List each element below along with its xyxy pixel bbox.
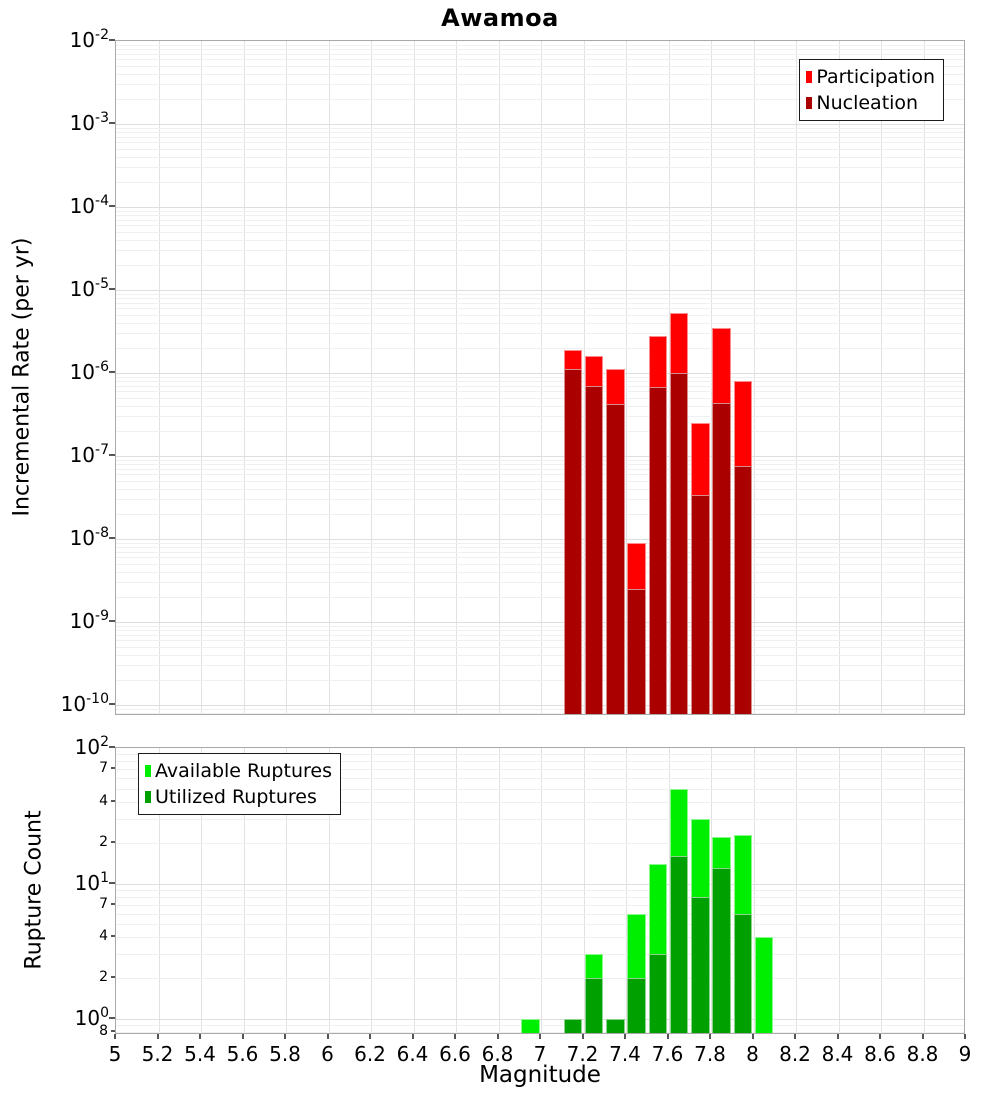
y-gridline-minor [116,215,965,216]
legend-row-utilized [145,784,332,810]
y-tick-label: 10-10 [60,690,109,716]
y-gridline-minor [116,323,965,324]
y-gridline-minor [116,709,965,710]
y-gridline-minor [116,937,965,938]
x-tick-label: 5.2 [141,1042,174,1066]
x-tick-mark [624,1034,626,1039]
available-legend-marker [145,765,151,777]
y-gridline-minor [116,897,965,898]
y-gridline-minor [116,431,965,432]
y-gridline-minor [116,954,965,955]
y-tick-mark [109,1017,115,1019]
y-gridline-minor [116,489,965,490]
y-gridline-major [116,705,965,706]
y-gridline-minor [116,905,965,906]
y-gridline-major [116,290,965,291]
y-gridline-minor [116,225,965,226]
y-tick-mark [109,620,115,622]
x-tick-label: 8.8 [906,1042,939,1066]
y-gridline-minor [116,45,965,46]
y-minor-tick-mark [111,976,115,978]
x-tick-label: 9 [958,1042,972,1066]
y-minor-tick-mark [111,903,115,905]
y-gridline-minor [116,416,965,417]
rate-legend [799,59,944,121]
bar-nucleation [712,403,731,715]
y-gridline-major [116,373,965,374]
y-tick-mark [109,746,115,748]
legend-row-participation [806,64,935,90]
y-gridline-minor [116,157,965,158]
bar-utilized [649,954,668,1034]
y-gridline-minor [116,924,965,925]
bar-utilized [691,897,710,1034]
bar-available [521,1019,540,1034]
x-tick-label: 7 [533,1042,547,1066]
y-gridline-minor [116,460,965,461]
x-tick-label: 6.8 [481,1042,514,1066]
y-gridline-minor [116,469,965,470]
y-tick-label: 10-5 [69,275,109,301]
y-gridline-major [116,456,965,457]
bar-utilized [585,978,604,1034]
y-gridline-minor [116,132,965,133]
bar-nucleation [734,466,753,715]
count-legend [138,753,341,815]
y-gridline-minor [116,890,965,891]
x-tick-label: 8.2 [779,1042,811,1066]
y-gridline-minor [116,630,965,631]
y-gridline-major [116,1019,965,1020]
legend-row-nucleation [806,90,935,116]
x-tick-label: 6.2 [354,1042,386,1066]
y-tick-label: 10-2 [69,27,109,52]
x-tick-mark [412,1034,414,1039]
participation-legend-label: Participation [816,66,935,88]
y-tick-label: 10-4 [69,192,109,218]
y-gridline-minor [116,315,965,316]
y-gridline-major [116,539,965,540]
y-minor-tick-label: 2 [99,969,108,986]
y-gridline-minor [116,250,965,251]
x-tick-mark [114,1034,116,1039]
x-tick-mark [369,1034,371,1039]
x-gridline [881,748,882,1034]
y-tick-mark [109,882,115,884]
x-tick-mark [454,1034,456,1039]
y-minor-tick-label: 4 [99,792,108,809]
y-gridline-minor [116,142,965,143]
utilized-legend-marker [145,791,151,803]
x-tick-label: 6.4 [396,1042,429,1066]
utilized-legend-label: Utilized Ruptures [155,786,317,808]
y-gridline-minor [116,572,965,573]
bar-nucleation [649,387,668,715]
x-tick-label: 8.4 [821,1042,854,1066]
x-gridline [839,748,840,1034]
y-gridline-minor [116,49,965,50]
y-tick-label: 102 [74,734,109,759]
y-tick-mark [109,205,115,207]
x-tick-mark [879,1034,881,1039]
y-gridline-minor [116,914,965,915]
y-gridline-minor [116,514,965,515]
y-tick-mark [109,371,115,373]
y-gridline-minor [116,240,965,241]
y-gridline-minor [116,499,965,500]
available-legend-label: Available Ruptures [155,760,332,782]
y-gridline-minor [116,182,965,183]
rate-y-axis-title: Incremental Rate (per yr) [9,237,35,517]
y-gridline-minor [116,294,965,295]
y-gridline-major [116,884,965,885]
x-gridline [924,748,925,1034]
y-gridline-minor [116,680,965,681]
y-tick-label: 10-3 [69,110,109,135]
x-tick-label: 7.6 [651,1042,684,1066]
y-gridline-minor [116,137,965,138]
nucleation-legend-label: Nucleation [816,92,919,114]
x-gridline [414,748,415,1034]
x-tick-mark [922,1034,924,1039]
x-axis-title: Magnitude [479,1062,601,1088]
bar-utilized [606,1019,625,1034]
bar-utilized [627,978,646,1034]
x-tick-mark [284,1034,286,1039]
y-gridline-major [116,207,965,208]
y-gridline-minor [116,381,965,382]
x-tick-mark [582,1034,584,1039]
y-gridline-minor [116,557,965,558]
y-gridline-minor [116,481,965,482]
y-gridline-minor [116,128,965,129]
y-gridline-minor [116,665,965,666]
legend-row-available [145,758,332,784]
y-tick-label: 10-9 [69,607,109,633]
x-tick-mark [327,1034,329,1039]
nucleation-legend-marker [806,97,812,109]
y-gridline-minor [116,819,965,820]
y-gridline-minor [116,377,965,378]
y-gridline-minor [116,464,965,465]
y-gridline-minor [116,348,965,349]
x-tick-mark [199,1034,201,1039]
y-tick-mark [109,288,115,290]
x-tick-label: 6 [321,1042,334,1066]
x-tick-label: 5.8 [269,1042,301,1066]
y-minor-tick-mark [111,841,115,843]
y-gridline-minor [116,597,965,598]
y-minor-tick-mark [111,1030,115,1032]
x-tick-label: 7.8 [694,1042,726,1066]
bar-utilized [712,868,731,1034]
y-tick-mark [109,454,115,456]
x-gridline [796,748,797,1034]
x-tick-mark [157,1034,159,1039]
y-gridline-minor [116,552,965,553]
rupture-count-panel [115,747,965,1034]
chart-title: Awamoa [441,4,559,32]
y-gridline-minor [116,391,965,392]
y-tick-label: 101 [74,869,109,895]
y-tick-mark [109,122,115,124]
y-gridline-minor [116,54,965,55]
x-tick-label: 7.2 [566,1042,599,1066]
y-tick-label: 100 [74,1005,109,1030]
x-tick-mark [794,1034,796,1039]
y-minor-tick-label: 7 [99,760,108,776]
bar-nucleation [627,589,646,715]
bar-nucleation [585,386,604,715]
bar-available [755,937,774,1034]
x-gridline [371,748,372,1034]
y-minor-tick-label: 8 [99,1023,108,1040]
bar-nucleation [670,373,689,715]
count-y-axis-title: Rupture Count [21,810,47,970]
y-gridline-minor [116,232,965,233]
y-gridline-major [116,622,965,623]
y-gridline-minor [116,647,965,648]
x-tick-mark [709,1034,711,1039]
y-gridline-major [116,124,965,125]
y-gridline-minor [116,211,965,212]
x-tick-label: 5.4 [184,1042,216,1066]
x-gridline [456,748,457,1034]
y-tick-label: 10-8 [69,524,109,550]
y-gridline-minor [116,843,965,844]
y-gridline-minor [116,474,965,475]
y-tick-label: 10-6 [69,358,109,384]
y-minor-tick-mark [111,935,115,937]
y-gridline-minor [116,564,965,565]
x-tick-label: 7.4 [609,1042,641,1066]
incremental-rate-panel [115,40,965,715]
y-gridline-minor [116,298,965,299]
y-minor-tick-mark [111,767,115,769]
y-minor-tick-mark [111,800,115,802]
y-gridline-minor [116,547,965,548]
y-gridline-minor [116,386,965,387]
y-gridline-minor [116,406,965,407]
x-tick-label: 5 [108,1042,122,1066]
y-tick-label: 10-7 [69,441,109,467]
y-gridline-minor [116,149,965,150]
bar-nucleation [691,495,710,715]
y-gridline-minor [116,635,965,636]
bar-nucleation [606,404,625,715]
y-tick-mark [109,39,115,41]
y-gridline-minor [116,220,965,221]
y-minor-tick-label: 2 [99,833,108,850]
participation-legend-marker [806,71,812,83]
x-tick-mark [837,1034,839,1039]
x-gridline [541,748,542,1034]
bar-utilized [564,1019,583,1034]
y-gridline-minor [116,582,965,583]
y-minor-tick-label: 4 [99,928,108,945]
x-tick-label: 5.6 [226,1042,259,1066]
y-gridline-minor [116,713,965,714]
y-gridline-minor [116,1025,965,1026]
y-gridline-minor [116,655,965,656]
x-tick-label: 8.6 [864,1042,896,1066]
bar-utilized [670,856,689,1034]
y-gridline-minor [116,333,965,334]
y-gridline-minor [116,626,965,627]
y-gridline-minor [116,167,965,168]
y-gridline-minor [116,1032,965,1033]
x-tick-mark [667,1034,669,1039]
y-gridline-minor [116,543,965,544]
y-gridline-minor [116,265,965,266]
x-tick-mark [964,1034,966,1039]
x-tick-mark [497,1034,499,1039]
bar-utilized [734,914,753,1034]
x-tick-mark [242,1034,244,1039]
y-gridline-minor [116,978,965,979]
y-minor-tick-label: 7 [99,895,108,912]
x-tick-label: 8 [746,1042,759,1066]
y-gridline-minor [116,308,965,309]
x-tick-mark [539,1034,541,1039]
x-tick-label: 6.6 [439,1042,471,1066]
x-tick-mark [752,1034,754,1039]
y-gridline-minor [116,303,965,304]
y-gridline-minor [116,398,965,399]
y-tick-mark [109,703,115,705]
bar-nucleation [564,369,583,715]
x-gridline [499,748,500,1034]
y-gridline-minor [116,640,965,641]
y-tick-mark [109,537,115,539]
